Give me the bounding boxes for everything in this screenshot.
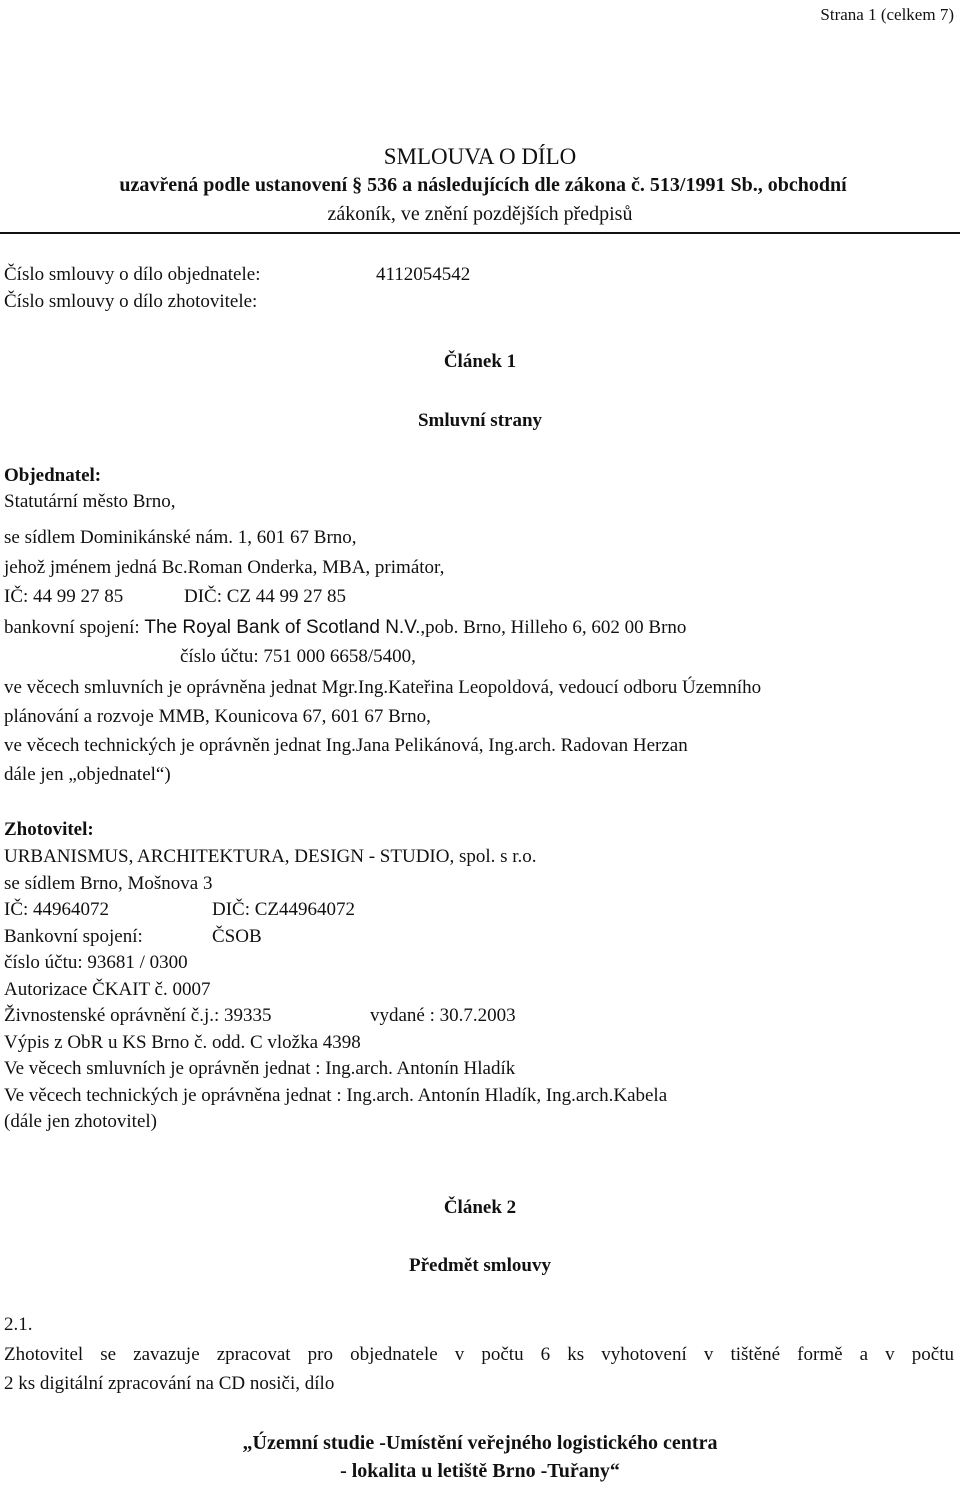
contractor-ic: IČ: 44964072: [4, 899, 110, 920]
contractor-label: Zhotovitel:: [4, 819, 94, 840]
contractor-name: URBANISMUS, ARCHITEKTURA, DESIGN - STUDIO, spol. s r.o.: [4, 846, 537, 867]
client-representative: jehož jménem jedná Bc.Roman Onderka, MBA, primátor,: [4, 557, 445, 578]
document-title: SMLOUVA O DÍLO: [383, 144, 577, 169]
client-dic: DIČ: CZ 44 99 27 85: [184, 586, 347, 607]
work-title-line2: - lokalita u letiště Brno -Tuřany“: [340, 1460, 620, 1482]
client-contract-number-value: 4112054542: [376, 264, 471, 285]
client-ic: IČ: 44 99 27 85: [4, 586, 124, 607]
title-legal-basis-line1: uzavřená podle ustanovení § 536 a následujících dle zákona č. 513/1991 Sb., obchodní: [119, 174, 847, 196]
client-bank-line: [4, 618, 686, 637]
client-alias: dále jen „objednatel“): [4, 764, 171, 785]
article1-heading: Článek 1: [443, 351, 517, 372]
clause-text-line1: Zhotovitel se zavazuje zpracovat pro objednatele v počtu 6 ks vyhotovení v tištěné formě a v počtu: [4, 1344, 954, 1365]
clause-text-line2: 2 ks digitální zpracování na CD nosiči, dílo: [4, 1373, 335, 1394]
clause-number: 2.1.: [4, 1314, 33, 1335]
client-contract-number-label: Číslo smlouvy o dílo objednatele:: [4, 264, 261, 285]
contractor-seat: se sídlem Brno, Mošnova 3: [4, 873, 213, 894]
contractor-tech-rep: Ve věcech technických je oprávněna jednat : Ing.arch. Antonín Hladík, Ing.arch.Kabela: [4, 1085, 668, 1106]
contractor-contract-rep: Ve věcech smluvních je oprávněn jednat : Ing.arch. Antonín Hladík: [4, 1058, 516, 1079]
client-tech-rep: ve věcech technických je oprávněn jednat Ing.Jana Pelikánová, Ing.arch. Radovan Herzan: [4, 735, 688, 756]
contractor-trade-license: Živnostenské oprávnění č.j.: 39335: [4, 1005, 272, 1026]
title-legal-basis-line2: zákoník, ve znění pozdějších předpisů: [327, 203, 633, 225]
client-contract-rep-line1: ve věcech smluvních je oprávněna jednat Mgr.Ing.Kateřina Leopoldová, vedoucí odboru Územního: [4, 677, 762, 698]
contractor-bank-value: ČSOB: [212, 926, 262, 947]
title-divider: [0, 232, 960, 234]
client-label: Objednatel:: [4, 465, 102, 486]
client-name: Statutární město Brno,: [4, 491, 176, 512]
contractor-trade-issued: vydané : 30.7.2003: [370, 1005, 516, 1026]
contractor-register: Výpis z ObR u KS Brno č. odd. C vložka 4398: [4, 1032, 361, 1053]
article2-heading: Článek 2: [443, 1197, 517, 1218]
contractor-alias: (dále jen zhotovitel): [4, 1111, 157, 1132]
page-number: Strana 1 (celkem 7): [820, 5, 954, 24]
contractor-contract-number-label: Číslo smlouvy o dílo zhotovitele:: [4, 291, 258, 312]
client-contract-rep-line2: plánování a rozvoje MMB, Kounicova 67, 601 67 Brno,: [4, 706, 431, 727]
contractor-dic: DIČ: CZ44964072: [212, 899, 356, 920]
contractor-authorization: Autorizace ČKAIT č. 0007: [4, 979, 211, 1000]
client-bank-name: The Royal Bank of Scotland N.V.: [144, 617, 421, 638]
client-bank-branch: ,pob. Brno, Hilleho 6, 602 00 Brno: [420, 617, 687, 638]
contractor-bank-label: Bankovní spojení:: [4, 926, 143, 947]
client-account: číslo účtu: 751 000 6658/5400,: [180, 646, 416, 667]
contractor-account: číslo účtu: 93681 / 0300: [4, 952, 188, 973]
article1-subheading: Smluvní strany: [417, 410, 543, 431]
client-bank-label: bankovní spojení:: [4, 617, 140, 638]
work-title-line1: „Územní studie -Umístění veřejného logistického centra: [242, 1432, 718, 1454]
client-seat: se sídlem Dominikánské nám. 1, 601 67 Brno,: [4, 527, 357, 548]
article2-subheading: Předmět smlouvy: [409, 1255, 551, 1276]
